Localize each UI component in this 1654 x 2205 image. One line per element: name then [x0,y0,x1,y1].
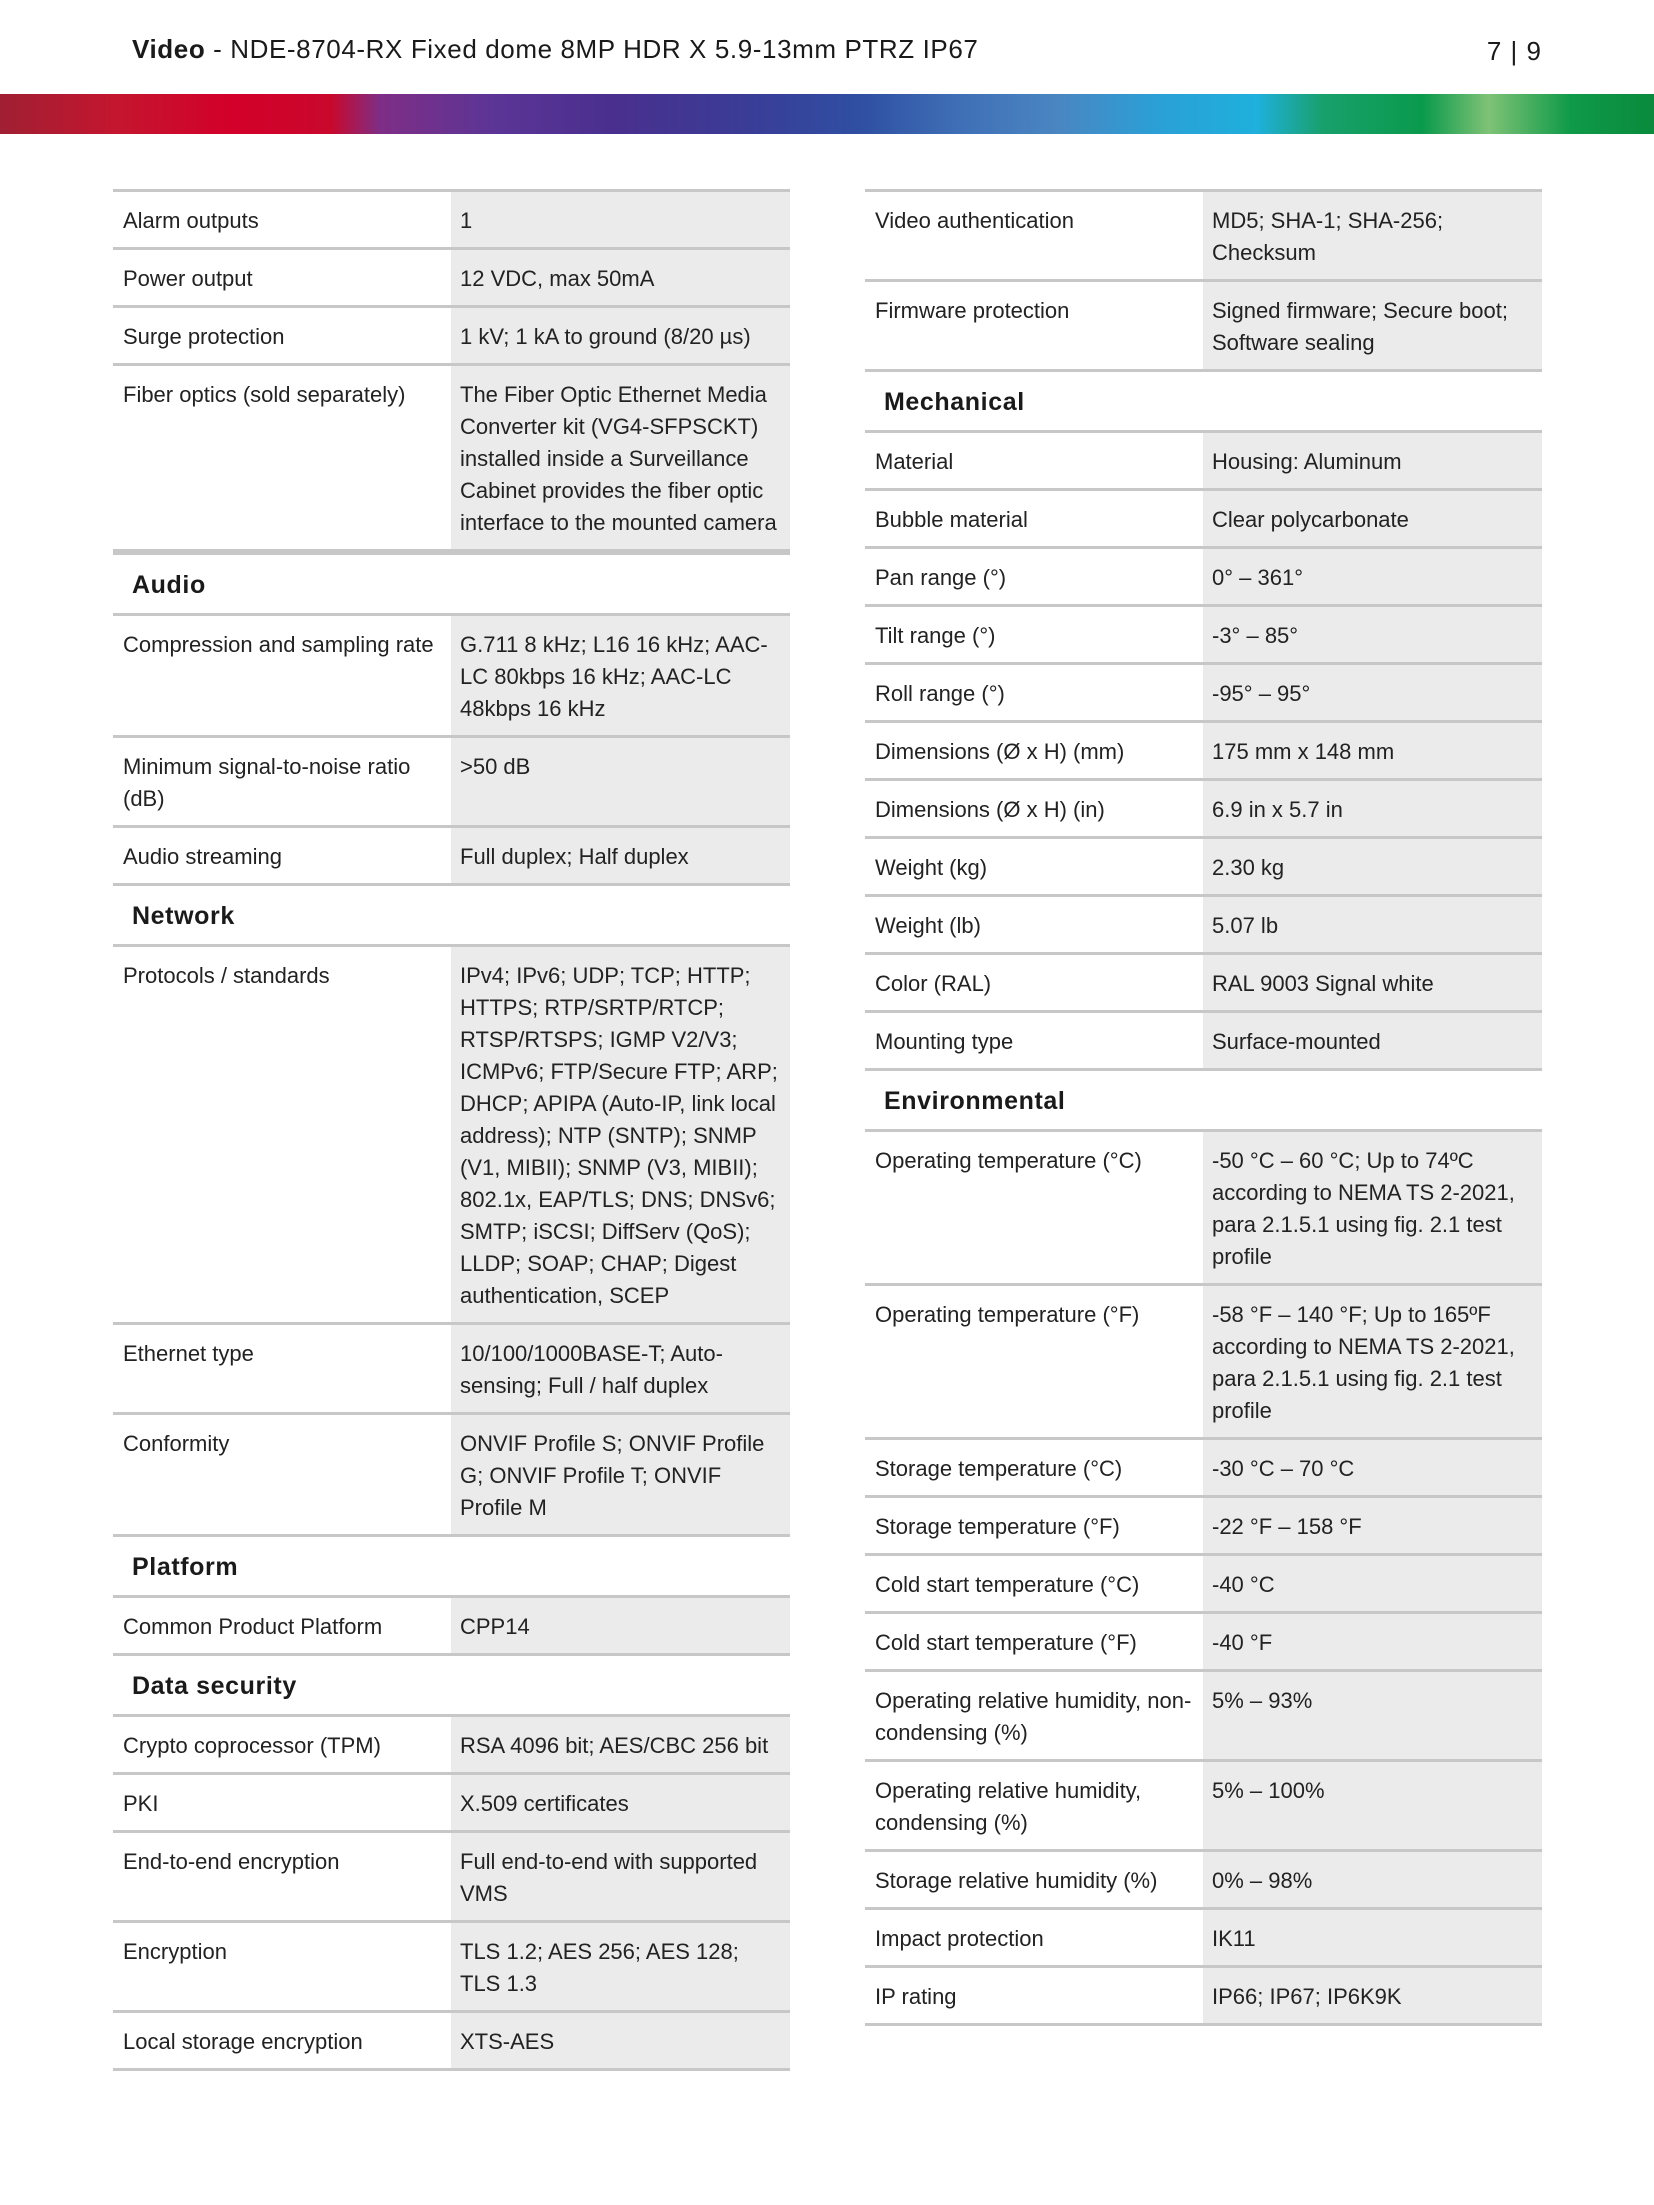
spec-label: Operating temperature (°C) [875,1148,1142,1173]
spec-row [865,189,1542,279]
spec-value: Full end-to-end with supported VMS [451,1833,790,1920]
spec-row [865,1553,1542,1611]
spec-label: Protocols / standards [123,963,330,988]
spec-value: XTS-AES [451,2013,790,2068]
spec-value: 1 [451,192,790,247]
spec-value: -40 °F [1203,1614,1542,1669]
spec-row [865,279,1542,369]
spec-row [865,1759,1542,1849]
spec-row [865,430,1542,488]
spec-label: Cold start temperature (°F) [875,1630,1137,1655]
spec-value: 10/100/1000BASE-T; Auto-sensing; Full / half duplex [451,1325,790,1412]
spec-value: Surface-mounted [1203,1013,1542,1068]
spec-label: Bubble material [875,507,1028,532]
document-title-category: Video [132,34,206,64]
spec-row [865,1965,1542,2026]
spec-row [113,363,790,552]
spec-label: Encryption [123,1939,227,1964]
spec-value: CPP14 [451,1598,790,1653]
spec-value: The Fiber Optic Ethernet Media Converter kit (VG4-SFPSCKT) installed inside a Surveillance Cabinet provides the fiber optic interface to the mounted camera [451,366,790,549]
spec-row [865,1129,1542,1283]
spec-row [113,189,790,247]
spec-row [865,1283,1542,1437]
spec-label: Pan range (°) [875,565,1007,590]
spec-value: 5% – 93% [1203,1672,1542,1759]
document-title [132,34,978,65]
spec-label: Mounting type [875,1029,1014,1054]
spec-label: Roll range (°) [875,681,1005,706]
spec-row [865,1010,1542,1068]
spec-value: -40 °C [1203,1556,1542,1611]
spec-label: Color (RAL) [875,971,992,996]
spec-value: -30 °C – 70 °C [1203,1440,1542,1495]
spec-label: Firmware protection [875,298,1070,323]
spec-label: Storage temperature (°C) [875,1456,1123,1481]
spec-value: Clear polycarbonate [1203,491,1542,546]
spec-value: -58 °F – 140 °F; Up to 165ºF according to NEMA TS 2-2021, para 2.1.5.1 using fig. 2.1 test profile [1203,1286,1542,1437]
spec-row [865,952,1542,1010]
section-heading-network: Network [113,883,790,944]
section-heading-environmental: Environmental [865,1068,1542,1129]
spec-label: Common Product Platform [123,1614,383,1639]
section-heading-data-security: Data security [113,1653,790,1714]
spec-label: Crypto coprocessor (TPM) [123,1733,381,1758]
spec-label: PKI [123,1791,159,1816]
spec-value: 5.07 lb [1203,897,1542,952]
spec-row [113,1595,790,1653]
spec-value: -22 °F – 158 °F [1203,1498,1542,1553]
spec-value: 175 mm x 148 mm [1203,723,1542,778]
spec-label: Compression and sampling rate [123,632,434,657]
spec-table-left [113,189,790,2071]
spec-value: 12 VDC, max 50mA [451,250,790,305]
spec-row [865,546,1542,604]
spec-row [113,825,790,883]
spec-value: RAL 9003 Signal white [1203,955,1542,1010]
spec-label: Minimum signal-to-noise ratio (dB) [123,754,411,811]
spec-row [113,1830,790,1920]
spec-row [113,1412,790,1534]
spec-value: Housing: Aluminum [1203,433,1542,488]
spec-row [865,720,1542,778]
spec-value: -95° – 95° [1203,665,1542,720]
spec-label: Local storage encryption [123,2029,363,2054]
spec-label: Alarm outputs [123,208,259,233]
spec-row [865,488,1542,546]
spec-group-interfaces [113,189,790,552]
spec-row [113,613,790,735]
spec-label: Power output [123,266,253,291]
spec-label: Tilt range (°) [875,623,996,648]
spec-value: Signed firmware; Secure boot; Software sealing [1203,282,1542,369]
spec-value: Full duplex; Half duplex [451,828,790,883]
spec-value: IK11 [1203,1910,1542,1965]
page-header [132,34,1542,74]
spec-label: Impact protection [875,1926,1044,1951]
spec-value: G.711 8 kHz; L16 16 kHz; AAC-LC 80kbps 16 kHz; AAC-LC 48kbps 16 kHz [451,616,790,735]
spec-label: Storage temperature (°F) [875,1514,1120,1539]
spec-value: 2.30 kg [1203,839,1542,894]
document-title-product: - NDE-8704-RX Fixed dome 8MP HDR X 5.9-13mm PTRZ IP67 [205,34,979,64]
spec-label: Dimensions (Ø x H) (in) [875,797,1105,822]
spec-value: 0° – 361° [1203,549,1542,604]
spec-row [865,1849,1542,1907]
spec-row [865,604,1542,662]
spec-row [113,1772,790,1830]
spec-value: 6.9 in x 5.7 in [1203,781,1542,836]
section-heading-audio: Audio [113,552,790,613]
spec-value: IP66; IP67; IP6K9K [1203,1968,1542,2023]
spec-value: RSA 4096 bit; AES/CBC 256 bit [451,1717,790,1772]
spec-label: Operating relative humidity, non-condensing (%) [875,1688,1192,1745]
spec-value: TLS 1.2; AES 256; AES 128; TLS 1.3 [451,1923,790,2010]
spec-label: Fiber optics (sold separately) [123,382,406,407]
spec-row [113,1714,790,1772]
spec-label: End-to-end encryption [123,1849,340,1874]
spec-label: Dimensions (Ø x H) (mm) [875,739,1125,764]
spec-row [113,305,790,363]
spec-label: Cold start temperature (°C) [875,1572,1140,1597]
spec-value: ONVIF Profile S; ONVIF Profile G; ONVIF Profile T; ONVIF Profile M [451,1415,790,1534]
spec-value: >50 dB [451,738,790,825]
spec-row [865,778,1542,836]
spec-value: 1 kV; 1 kA to ground (8/20 µs) [451,308,790,363]
spec-row [865,836,1542,894]
spec-label: Conformity [123,1431,230,1456]
spec-row [113,1322,790,1412]
spec-value: -50 °C – 60 °C; Up to 74ºC according to NEMA TS 2-2021, para 2.1.5.1 using fig. 2.1 test profile [1203,1132,1542,1283]
spec-label: Ethernet type [123,1341,254,1366]
spec-label: Surge protection [123,324,285,349]
spec-label: Material [875,449,954,474]
spec-value: X.509 certificates [451,1775,790,1830]
spec-row [865,1495,1542,1553]
spec-label: Audio streaming [123,844,282,869]
spec-label: Operating relative humidity, condensing (%) [875,1778,1142,1835]
spec-label: Weight (kg) [875,855,988,880]
spec-value: IPv4; IPv6; UDP; TCP; HTTP; HTTPS; RTP/SRTP/RTCP; RTSP/RTSPS; IGMP V2/V3; ICMPv6; FTP/Secure FTP; ARP; DHCP; APIPA (Auto-IP, link local address); NTP (SNTP); SNMP (V1, MIBII); SNMP (V3, MIBII); 802.1x, EAP/TLS; DNS; DNSv6; SMTP; iSCSI; DiffServ (QoS); LLDP; SOAP; CHAP; Digest authentication, SCEP [451,947,790,1322]
spec-table-right [865,189,1542,2026]
spec-row [865,1611,1542,1669]
spec-label: Weight (lb) [875,913,981,938]
section-heading-platform: Platform [113,1534,790,1595]
spec-label: Storage relative humidity (%) [875,1868,1158,1893]
spec-row [865,1437,1542,1495]
spec-row [113,247,790,305]
spec-row [865,662,1542,720]
spec-row [865,894,1542,952]
spec-row [865,1669,1542,1759]
spec-label: Video authentication [875,208,1074,233]
spec-value: MD5; SHA-1; SHA-256; Checksum [1203,192,1542,279]
spec-row [113,2010,790,2071]
page-number: 7 | 9 [1486,36,1542,66]
spec-row [865,1907,1542,1965]
spec-value: -3° – 85° [1203,607,1542,662]
spec-row [113,1920,790,2010]
spec-row [113,944,790,1322]
spec-label: Operating temperature (°F) [875,1302,1140,1327]
section-heading-mechanical: Mechanical [865,369,1542,430]
brand-color-band [0,94,1654,134]
spec-value: 5% – 100% [1203,1762,1542,1849]
spec-label: IP rating [875,1984,957,2009]
spec-row [113,735,790,825]
spec-value: 0% – 98% [1203,1852,1542,1907]
